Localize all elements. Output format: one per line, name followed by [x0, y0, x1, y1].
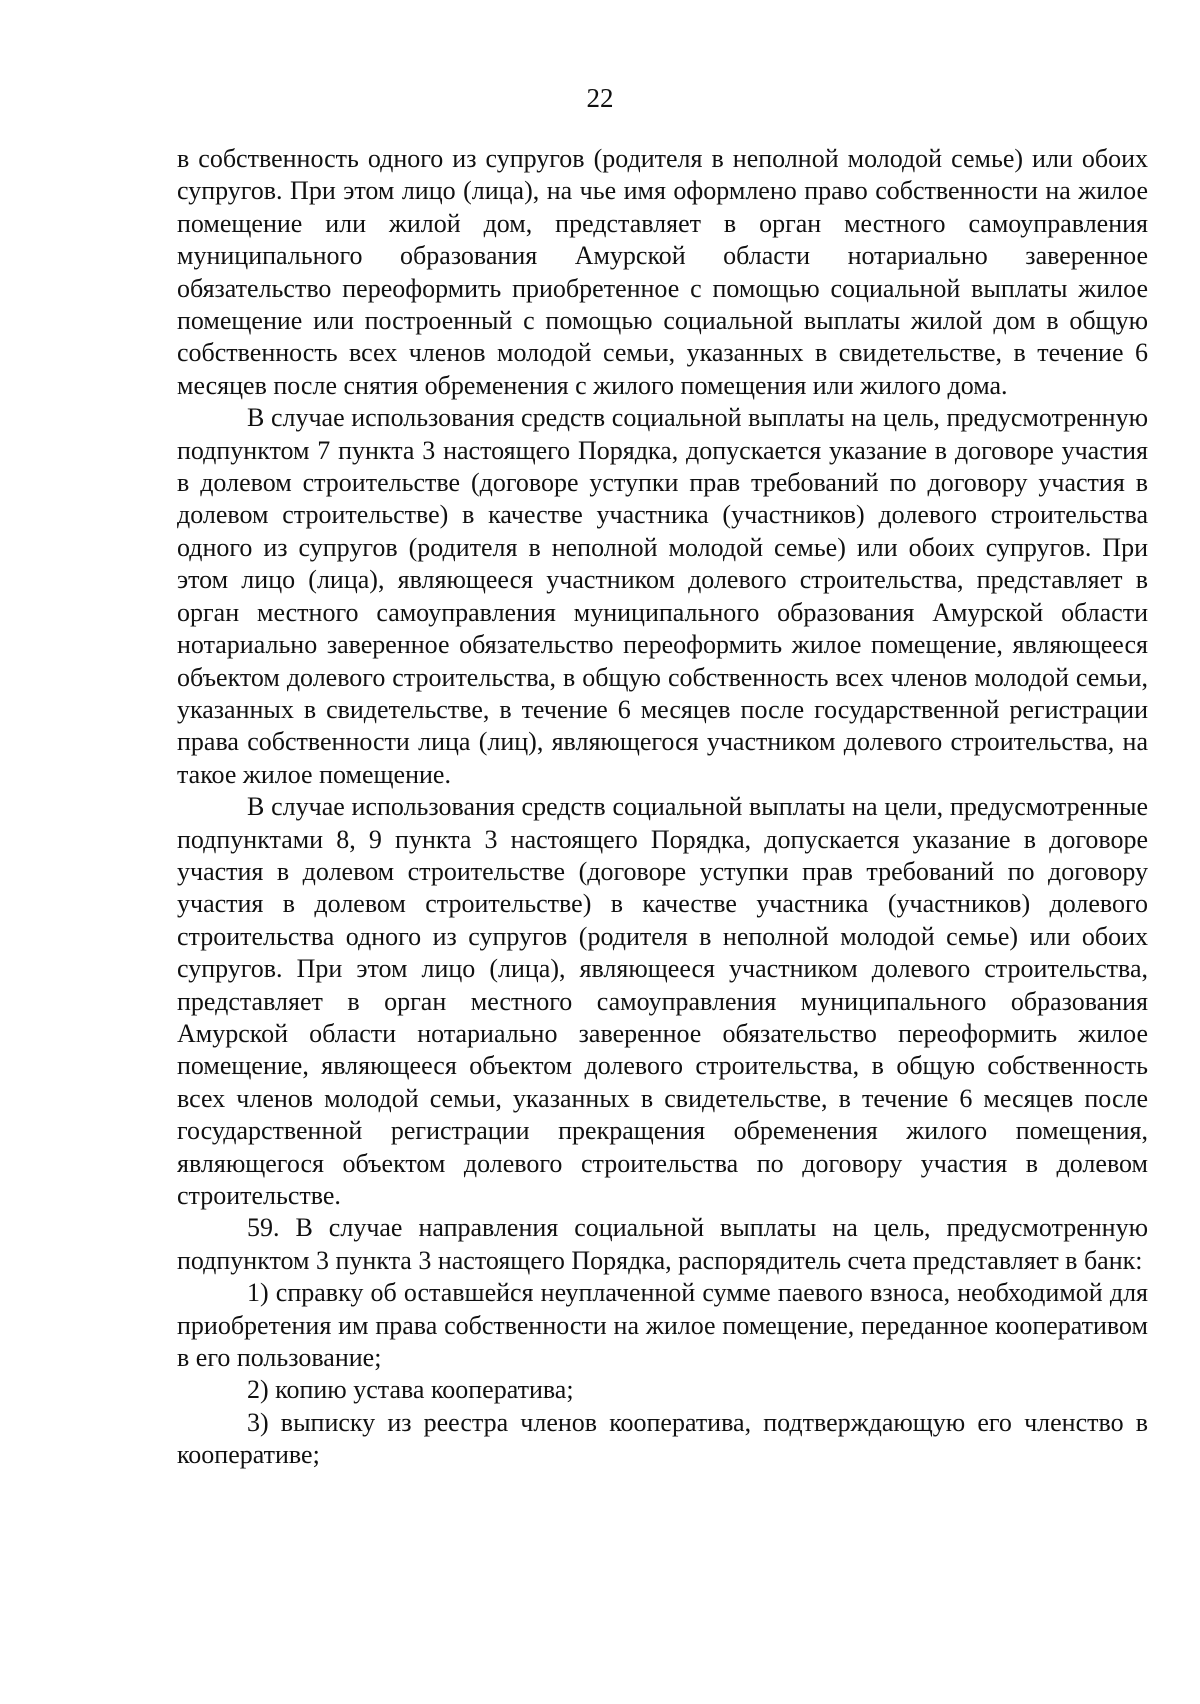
paragraph-shared-construction-8-9: В случае использования средств социальной выплаты на цели, предусмотренные подпунктами 8, 9 пункта 3 настоящего Порядка, допускается указание в договоре участия в долевом строительстве (договоре уступки прав требований по договору участия в долевом строительстве) в качестве участника (участников) долевого строительства одного из супругов (родителя в неполной молодой семье) или обоих супругов. При этом лицо (лица), являющееся участником долевого строительства, представляет в орган местного самоуправления муниципального образования Амурской области нотариально заверенное обязательство переоформить жилое помещение, являющееся объектом долевого строительства, в общую собственность всех членов молодой семьи, указанных в свидетельстве, в течение 6 месяцев после государственной регистрации прекращения обременения жилого помещения, являющегося объектом долевого строительства по договору участия в долевом строительстве.	[177, 792, 1148, 1210]
page-number: 22	[586, 83, 614, 113]
list-item-2: 2) копию устава кооператива;	[247, 1375, 574, 1405]
list-item-1: 1) справку об оставшейся неуплаченной сумме паевого взноса, необходимой для приобретения им права собственности на жилое помещение, переданное кооперативом в его пользование;	[177, 1278, 1148, 1373]
paragraph-clause-59: 59. В случае направления социальной выплаты на цель, предусмотренную подпунктом 3 пункта 3 настоящего Порядка, распорядитель счета представляет в банк:	[177, 1213, 1148, 1275]
paragraph-shared-construction-7: В случае использования средств социальной выплаты на цель, предусмотренную подпунктом 7 пункта 3 настоящего Порядка, допускается указание в договоре участия в долевом строительстве (договоре уступки прав требований по договору участия в долевом строительстве) в качестве участника (участников) долевого строительства одного из супругов (родителя в неполной молодой семье) или обоих супругов. При этом лицо (лица), являющееся участником долевого строительства, представляет в орган местного самоуправления муниципального образования Амурской области нотариально заверенное обязательство переоформить жилое помещение, являющееся объектом долевого строительства, в общую собственность всех членов молодой семьи, указанных в свидетельстве, в течение 6 месяцев после государственной регистрации права собственности лица (лиц), являющегося участником долевого строительства, на такое жилое помещение.	[177, 403, 1148, 789]
list-item-3: 3) выписку из реестра членов кооператива, подтверждающую его членство в кооперативе;	[177, 1407, 1148, 1470]
document-body	[177, 143, 1148, 1472]
paragraph-continuation: в собственность одного из супругов (родителя в неполной молодой семье) или обоих супругов. При этом лицо (лица), на чье имя оформлено право собственности на жилое помещение или жилой дом, представляет в орган местного самоуправления муниципального образования Амурской области нотариально заверенное обязательство переоформить приобретенное с помощью социальной выплаты жилое помещение или построенный с помощью социальной выплаты жилой дом в общую собственность всех членов молодой семьи, указанных в свидетельстве, в течение 6 месяцев после снятия обременения с жилого помещения или жилого дома.	[177, 144, 1148, 400]
